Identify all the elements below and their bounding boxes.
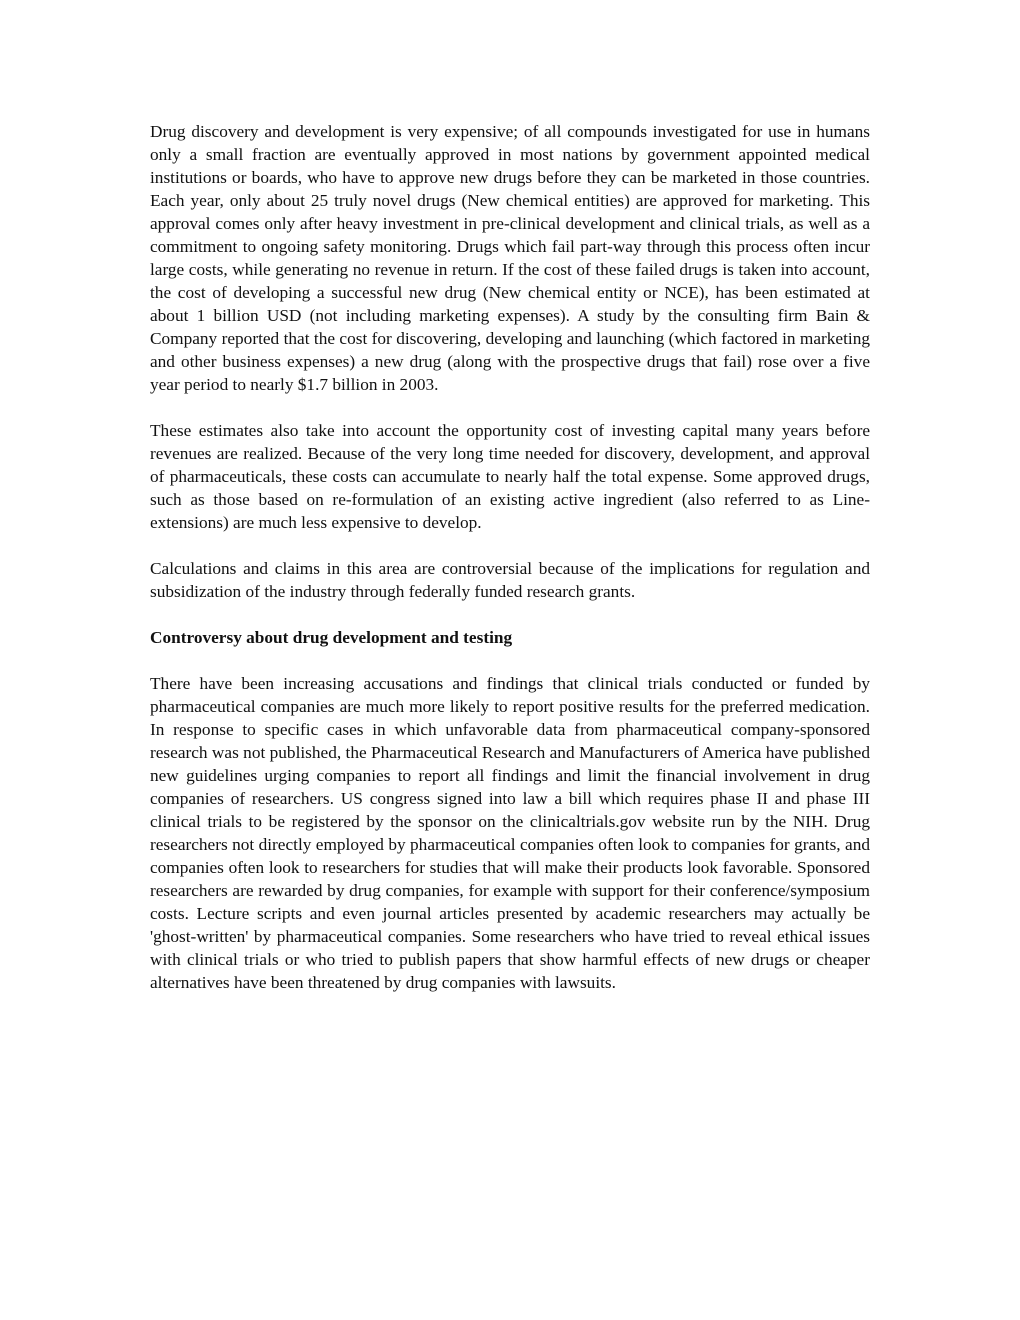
paragraph-drug-cost: Drug discovery and development is very expensive; of all compounds investigated for use in humans only a small fraction are eventually approved in most nations by government appointed medical institutions or boards, who have to approve new drugs before they can be marketed in those countries. Each year, only about 25 truly novel drugs (New chemical entities) are approved for marketing. This approval comes only after heavy investment in pre-clinical development and clinical trials, as well as a commitment to ongoing safety monitoring. Drugs which fail part-way through this process often incur large costs, while generating no revenue in return. If the cost of these failed drugs is taken into account, the cost of developing a successful new drug (New chemical entity or NCE), has been estimated at about 1 billion USD (not including marketing expenses). A study by the consulting firm Bain & Company reported that the cost for discovering, developing and launching (which factored in marketing and other business expenses) a new drug (along with the prospective drugs that fail) rose over a five year period to nearly $1.7 billion in 2003. bbox=[150, 122, 870, 394]
paragraph-controversy: There have been increasing accusations and findings that clinical trials conducted or funded by pharmaceutical companies are much more likely to report positive results for the preferred medication. In response to specific cases in which unfavorable data from pharmaceutical company-sponsored research was not published, the Pharmaceutical Research and Manufacturers of America have published new guidelines urging companies to report all findings and limit the financial involvement in drug companies of researchers. US congress signed into law a bill which requires phase II and phase III clinical trials to be registered by the sponsor on the clinicaltrials.gov website run by the NIH. Drug researchers not directly employed by pharmaceutical companies often look to companies for grants, and companies often look to researchers for studies that will make their products look favorable. Sponsored researchers are rewarded by drug companies, for example with support for their conference/symposium costs. Lecture scripts and even journal articles presented by academic researchers may actually be 'ghost-written' by pharmaceutical companies. Some researchers who have tried to reveal ethical issues with clinical trials or who tried to publish papers that show harmful effects of new drugs or cheaper alternatives have been threatened by drug companies with lawsuits. bbox=[150, 674, 870, 992]
document-body bbox=[150, 120, 870, 1017]
paragraph-opportunity-cost: These estimates also take into account the opportunity cost of investing capital many years before revenues are realized. Because of the very long time needed for discovery, development, and approval of pharmaceuticals, these costs can accumulate to nearly half the total expense. Some approved drugs, such as those based on re-formulation of an existing active ingredient (also referred to as Line-extensions) are much less expensive to develop. bbox=[150, 421, 870, 532]
section-heading: Controversy about drug development and testing bbox=[150, 628, 513, 647]
paragraph-controversial-calculations: Calculations and claims in this area are controversial because of the implications for regulation and subsidization of the industry through federally funded research grants. bbox=[150, 559, 870, 601]
